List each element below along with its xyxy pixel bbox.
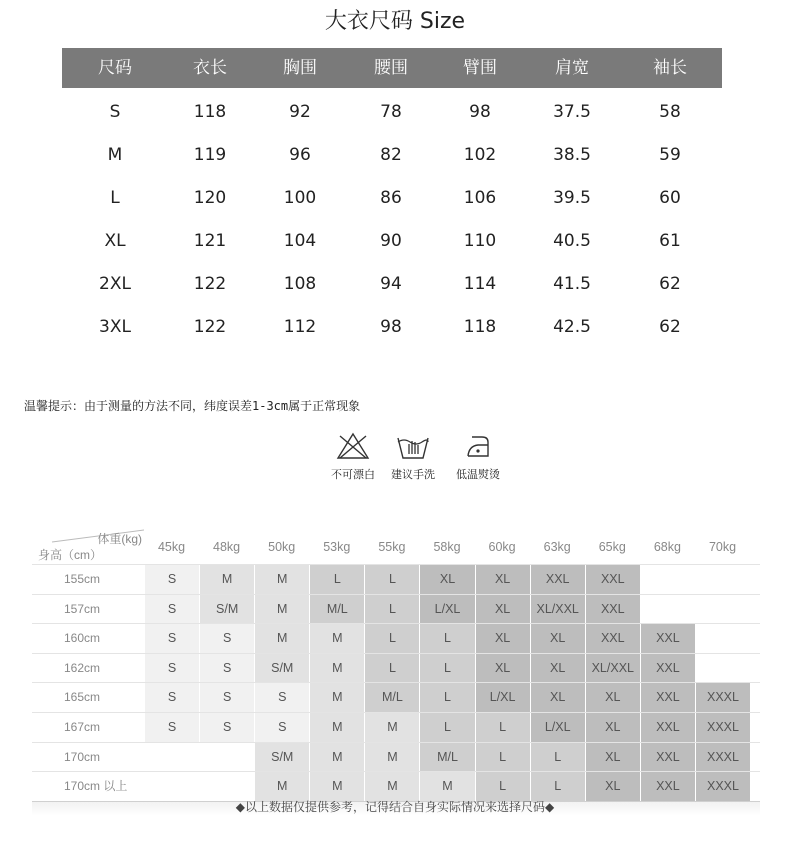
table-corner bbox=[32, 522, 144, 564]
care-hand-wash bbox=[378, 432, 448, 482]
table-cell: 60 bbox=[659, 187, 681, 208]
height-row-label: 155cm bbox=[64, 572, 101, 586]
table-cell: 100 bbox=[283, 187, 317, 208]
table-row bbox=[32, 742, 760, 772]
size-cell: S/M bbox=[199, 595, 254, 624]
size-cell: L bbox=[530, 743, 585, 772]
size-cell: XL bbox=[530, 683, 585, 712]
low-iron-icon bbox=[462, 432, 494, 460]
table-cell: 104 bbox=[283, 230, 317, 251]
table-cell: L bbox=[110, 187, 120, 208]
size-cell: L bbox=[475, 743, 530, 772]
no-bleach-icon bbox=[336, 432, 370, 460]
table-row bbox=[32, 712, 760, 742]
size-cell: M bbox=[254, 624, 309, 653]
measurement-tip: 温馨提示：由于测量的方法不同，纬度误差1-3cm属于正常现象 bbox=[24, 399, 361, 413]
size-cell: XXL bbox=[640, 654, 695, 683]
size-cell bbox=[695, 595, 750, 624]
size-cell: S bbox=[144, 654, 199, 683]
table-cell: 121 bbox=[193, 230, 227, 251]
size-column-header: 腰围 bbox=[374, 58, 408, 78]
size-cell: M bbox=[309, 624, 364, 653]
size-cell: L bbox=[419, 683, 474, 712]
table-cell: 82 bbox=[380, 144, 402, 165]
table-cell: 37.5 bbox=[553, 101, 591, 122]
size-cell: XXXL bbox=[695, 743, 750, 772]
care-label: 不可漂白 bbox=[331, 468, 375, 481]
size-cell: L bbox=[364, 595, 419, 624]
size-cell: L bbox=[309, 565, 364, 594]
table-cell: 110 bbox=[463, 230, 497, 251]
table-cell: 108 bbox=[283, 273, 317, 294]
size-cell: XXXL bbox=[695, 713, 750, 742]
size-cell: XXL bbox=[640, 713, 695, 742]
size-cell bbox=[144, 743, 199, 772]
size-cell: M bbox=[309, 772, 364, 801]
size-cell: XL bbox=[475, 654, 530, 683]
height-row-label: 162cm bbox=[64, 660, 101, 675]
weight-column-header: 60kg bbox=[488, 540, 516, 554]
weight-column-header: 55kg bbox=[378, 540, 406, 554]
size-cell: L bbox=[530, 772, 585, 801]
table-cell: 2XL bbox=[99, 273, 131, 294]
table-row bbox=[62, 305, 722, 348]
size-cell: M bbox=[364, 743, 419, 772]
size-cell: XXL bbox=[585, 595, 640, 624]
size-cell: L bbox=[419, 713, 474, 742]
table-cell: 122 bbox=[193, 273, 227, 294]
size-cell: XL/XXL bbox=[585, 654, 640, 683]
size-cell bbox=[640, 565, 695, 594]
size-cell: M bbox=[309, 713, 364, 742]
size-cell: L/XL bbox=[530, 713, 585, 742]
table-cell: 92 bbox=[289, 101, 311, 122]
table-cell: 58 bbox=[659, 101, 681, 122]
table-row bbox=[62, 262, 722, 305]
weight-column-header: 70kg bbox=[708, 540, 737, 554]
size-cell: XL bbox=[530, 654, 585, 683]
table-cell: 114 bbox=[463, 273, 497, 294]
size-recommendation-table bbox=[32, 522, 760, 816]
size-cell: L bbox=[364, 624, 419, 653]
size-cell: M bbox=[309, 743, 364, 772]
height-row-label: 170cm 以上 bbox=[64, 779, 128, 794]
table-cell: 41.5 bbox=[553, 273, 591, 294]
weight-axis-label: 体重(kg) bbox=[97, 532, 142, 546]
size-column-header: 臂围 bbox=[463, 58, 497, 78]
table-row bbox=[62, 219, 722, 262]
size-cell: S bbox=[144, 565, 199, 594]
table-row bbox=[32, 594, 760, 624]
weight-column-header: 65kg bbox=[598, 540, 626, 554]
table-cell: 90 bbox=[380, 230, 402, 251]
footer-note: ◆以上数据仅提供参考，记得结合自身实际情况来选择尺码◆ bbox=[235, 800, 555, 814]
table-cell: 62 bbox=[659, 316, 681, 337]
size-cell: XXXL bbox=[695, 683, 750, 712]
size-cell: M bbox=[254, 565, 309, 594]
size-cell: XXL bbox=[640, 624, 695, 653]
height-row-label: 160cm bbox=[64, 631, 101, 646]
table-cell: 78 bbox=[380, 101, 402, 122]
table-row bbox=[32, 682, 760, 712]
table-row bbox=[32, 653, 760, 683]
table-cell: 102 bbox=[463, 144, 497, 165]
size-cell: XXL bbox=[640, 772, 695, 801]
table-cell: 42.5 bbox=[553, 316, 591, 337]
table-row bbox=[32, 564, 760, 594]
height-row-label: 157cm bbox=[64, 601, 101, 616]
size-cell: S bbox=[144, 683, 199, 712]
size-cell: S/M bbox=[254, 743, 309, 772]
table-cell: 94 bbox=[380, 273, 402, 294]
size-cell: XL bbox=[585, 772, 640, 801]
table-cell: 118 bbox=[463, 316, 497, 337]
size-cell: XL bbox=[475, 624, 530, 653]
table-row bbox=[62, 133, 722, 176]
care-label: 低温熨烫 bbox=[456, 468, 500, 481]
weight-column-header: 63kg bbox=[543, 540, 571, 554]
size-cell bbox=[695, 654, 750, 683]
size-cell: M bbox=[199, 565, 254, 594]
size-cell: M bbox=[364, 713, 419, 742]
size-cell: XXL bbox=[585, 624, 640, 653]
size-cell: S/M bbox=[254, 654, 309, 683]
size-cell: XL bbox=[530, 624, 585, 653]
size-cell: L/XL bbox=[419, 595, 474, 624]
table-cell: S bbox=[109, 101, 121, 122]
size-cell: S bbox=[199, 713, 254, 742]
size-cell: XL/XXL bbox=[530, 595, 585, 624]
height-row-label: 170cm bbox=[64, 749, 101, 764]
size-cell: S bbox=[254, 683, 309, 712]
weight-column-header: 50kg bbox=[268, 540, 296, 554]
size-cell: XXL bbox=[640, 683, 695, 712]
table-cell: 86 bbox=[380, 187, 402, 208]
size-cell: S bbox=[254, 713, 309, 742]
size-cell: L bbox=[364, 565, 419, 594]
table-cell: 112 bbox=[283, 316, 317, 337]
table-cell: 98 bbox=[469, 101, 491, 122]
size-cell: S bbox=[144, 713, 199, 742]
table-cell: 3XL bbox=[99, 316, 131, 337]
table-cell: 120 bbox=[193, 187, 227, 208]
care-low-iron bbox=[443, 432, 513, 482]
table-cell: 38.5 bbox=[553, 144, 591, 165]
size-cell: XL bbox=[585, 713, 640, 742]
size-cell: M/L bbox=[309, 595, 364, 624]
size-cell: XXL bbox=[585, 565, 640, 594]
table-cell: 39.5 bbox=[553, 187, 591, 208]
size-cell: S bbox=[199, 683, 254, 712]
size-cell: M bbox=[364, 772, 419, 801]
size-cell: S bbox=[199, 654, 254, 683]
size-cell bbox=[199, 772, 254, 801]
size-cell: L bbox=[475, 772, 530, 801]
size-cell bbox=[199, 743, 254, 772]
size-cell bbox=[144, 772, 199, 801]
table-cell: 118 bbox=[193, 101, 227, 122]
table-cell: 106 bbox=[463, 187, 497, 208]
size-column-header: 袖长 bbox=[653, 58, 687, 78]
weight-column-header: 68kg bbox=[653, 540, 681, 554]
size-cell: M bbox=[254, 772, 309, 801]
height-row-label: 165cm bbox=[64, 690, 101, 705]
size-cell: M/L bbox=[419, 743, 474, 772]
size-cell bbox=[695, 624, 750, 653]
size-cell bbox=[695, 565, 750, 594]
size-cell: L/XL bbox=[475, 683, 530, 712]
size-cell: S bbox=[144, 595, 199, 624]
table-cell: XL bbox=[104, 230, 126, 251]
size-cell: XXL bbox=[530, 565, 585, 594]
size-cell: S bbox=[144, 624, 199, 653]
table-cell: 40.5 bbox=[553, 230, 591, 251]
size-column-header: 衣长 bbox=[193, 58, 227, 78]
size-cell: M bbox=[254, 595, 309, 624]
size-cell: L bbox=[364, 654, 419, 683]
size-cell: M/L bbox=[364, 683, 419, 712]
table-row bbox=[32, 771, 760, 801]
table-cell: 61 bbox=[659, 230, 681, 251]
table-cell: 119 bbox=[193, 144, 227, 165]
size-cell: XL bbox=[585, 743, 640, 772]
weight-column-header: 58kg bbox=[433, 540, 461, 554]
height-axis-label: 身高（cm） bbox=[38, 548, 102, 562]
size-cell bbox=[640, 595, 695, 624]
hand-wash-icon bbox=[395, 432, 431, 460]
size-table-header bbox=[62, 48, 722, 88]
size-cell: M bbox=[419, 772, 474, 801]
size-cell: M bbox=[309, 683, 364, 712]
weight-column-header: 45kg bbox=[157, 540, 186, 554]
page-title: 大衣尺码 Size bbox=[324, 9, 466, 34]
size-cell: M bbox=[309, 654, 364, 683]
table-row bbox=[62, 90, 722, 133]
size-cell: XXL bbox=[640, 743, 695, 772]
size-cell: XL bbox=[419, 565, 474, 594]
weight-column-header: 53kg bbox=[323, 540, 351, 554]
size-column-header: 尺码 bbox=[98, 58, 132, 78]
size-cell: S bbox=[199, 624, 254, 653]
size-cell: XL bbox=[585, 683, 640, 712]
table-row bbox=[62, 176, 722, 219]
size-cell: XL bbox=[475, 565, 530, 594]
size-cell: XL bbox=[475, 595, 530, 624]
height-row-label: 167cm bbox=[64, 719, 101, 734]
size-cell: L bbox=[475, 713, 530, 742]
table-cell: 62 bbox=[659, 273, 681, 294]
size-column-header: 肩宽 bbox=[555, 58, 589, 78]
table-cell: 122 bbox=[193, 316, 227, 337]
table-cell: 98 bbox=[380, 316, 402, 337]
table-cell: 96 bbox=[289, 144, 311, 165]
weight-column-header: 48kg bbox=[213, 540, 241, 554]
size-column-header: 胸围 bbox=[283, 58, 317, 78]
size-table bbox=[62, 90, 722, 348]
size-cell: XXXL bbox=[695, 772, 750, 801]
table-cell: 59 bbox=[659, 144, 681, 165]
care-label: 建议手洗 bbox=[391, 468, 435, 481]
size-cell: L bbox=[419, 654, 474, 683]
table-row bbox=[32, 623, 760, 653]
size-cell: L bbox=[419, 624, 474, 653]
table-cell: M bbox=[107, 144, 123, 165]
